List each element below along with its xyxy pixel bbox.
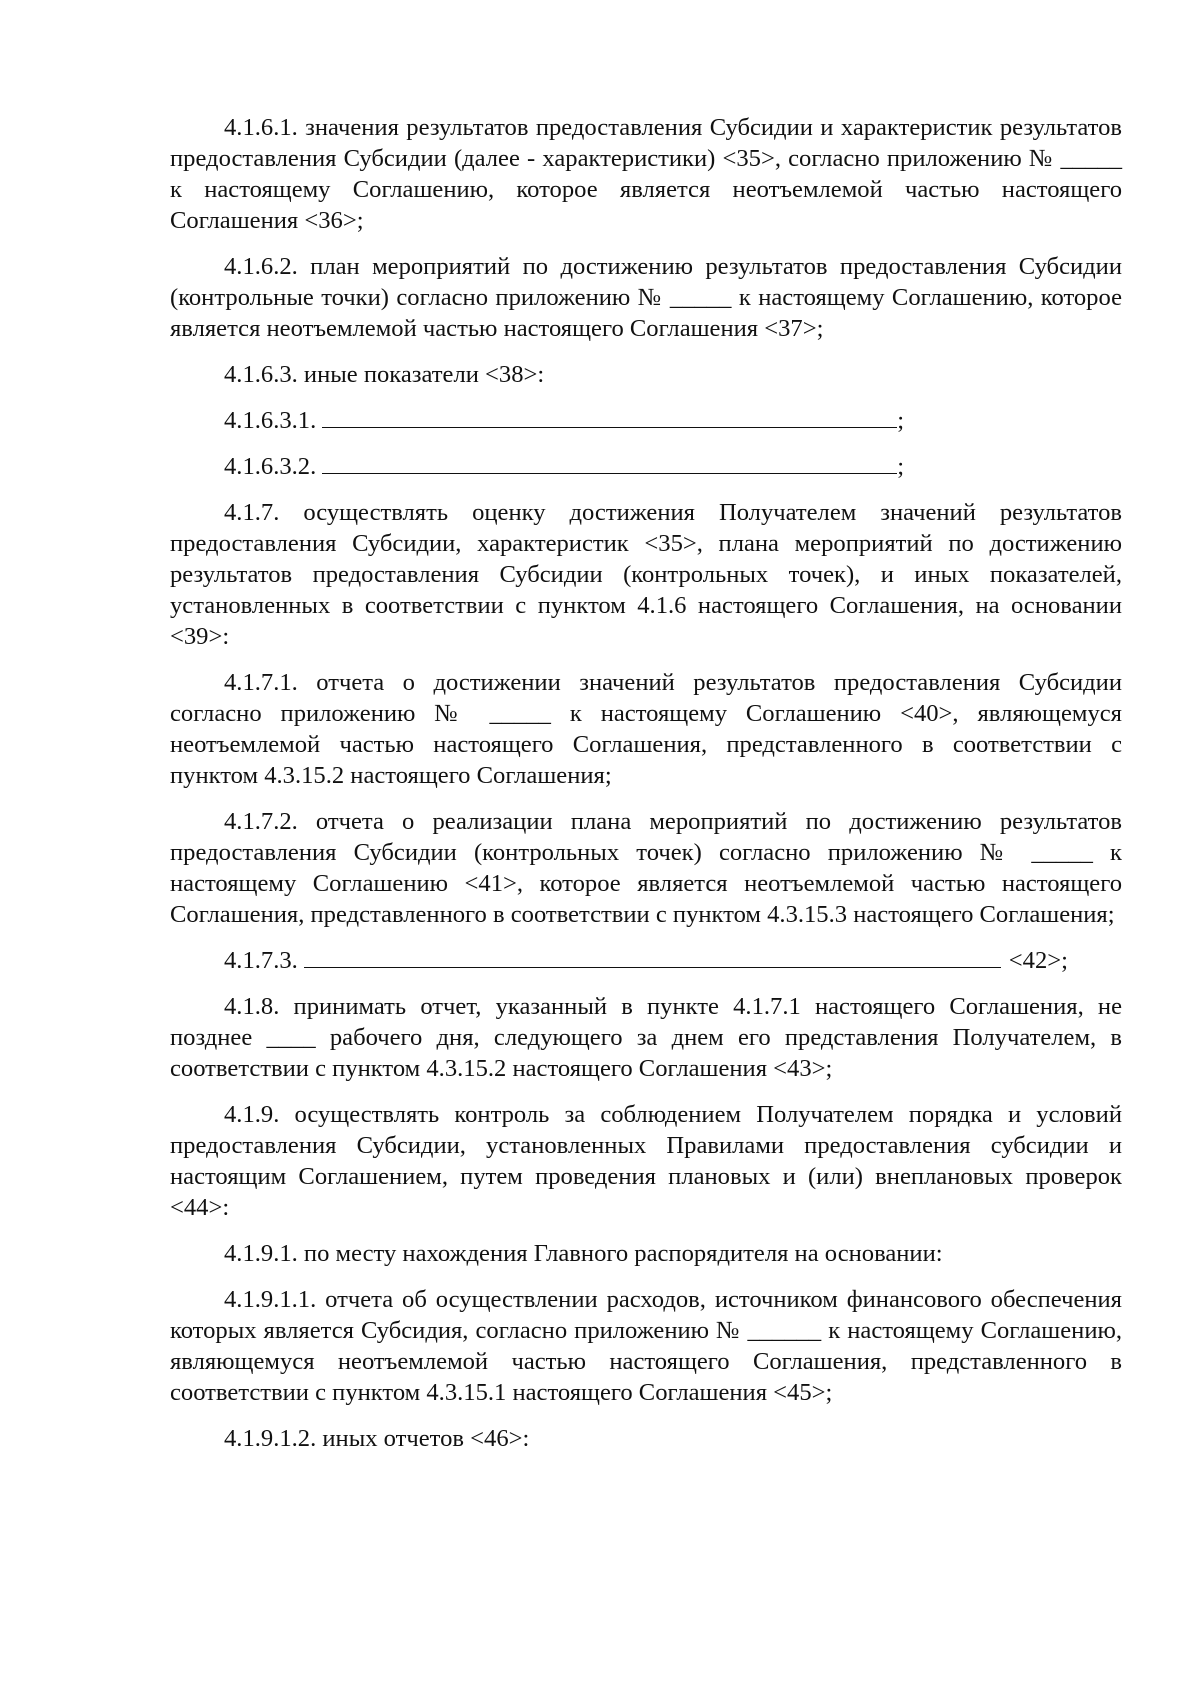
fill-suffix: ; [897,407,905,434]
paragraph-4-1-8: 4.1.8. принимать отчет, указанный в пункте 4.1.7.1 настоящего Соглашения, не позднее ____ рабочего дня, следующего за днем его представления Получателем, в соответствии с пунктом 4.3.15.2 настоящего Соглашения <43>; [170,993,1122,1082]
blank-line [322,453,897,474]
paragraph-4-1-9-1-2: 4.1.9.1.2. иных отчетов <46>: [224,1425,530,1452]
paragraph-4-1-7-1: 4.1.7.1. отчета о достижении значений результатов предоставления Субсидии согласно приложению № _____ к настоящему Соглашению <40>, являющемуся неотъемлемой частью настоящего Соглашения, представленного в соответствии с пунктом 4.3.15.2 настоящего Соглашения; [170,669,1122,789]
fill-suffix: ; [897,453,905,480]
blank-line [304,947,1001,968]
fill-line-4-1-6-3-2 [170,451,1122,482]
fill-line-4-1-7-3 [170,945,1122,976]
paragraph-4-1-6-1: 4.1.6.1. значения результатов предоставления Субсидии и характеристик результатов предоставления Субсидии (далее - характеристики) <35>, согласно приложению № _____ к настоящему Соглашению, которое является неотъемлемой частью настоящего Соглашения <36>; [170,114,1122,234]
paragraph-4-1-7: 4.1.7. осуществлять оценку достижения Получателем значений результатов предоставления Субсидии, характеристик <35>, плана мероприятий по достижению результатов предоставления Субсидии (контрольных точек), и иных показателей, установленных в соответствии с пунктом 4.1.6 настоящего Соглашения, на основании <39>: [170,499,1122,650]
document-page [170,112,1122,1454]
paragraph-4-1-9-1-1: 4.1.9.1.1. отчета об осуществлении расходов, источником финансового обеспечения которых является Субсидия, согласно приложению № ______ к настоящему Соглашению, являющемуся неотъемлемой частью настоящего Соглашения, представленного в соответствии с пунктом 4.3.15.1 настоящего Соглашения <45>; [170,1286,1122,1406]
paragraph-4-1-9: 4.1.9. осуществлять контроль за соблюдением Получателем порядка и условий предоставления Субсидии, установленных Правилами предоставления субсидии и настоящим Соглашением, путем проведения плановых и (или) внеплановых проверок <44>: [170,1101,1122,1221]
paragraph-4-1-9-1: 4.1.9.1. по месту нахождения Главного распорядителя на основании: [224,1240,943,1267]
fill-suffix: <42>; [1008,947,1068,974]
paragraph-4-1-6-3: 4.1.6.3. иные показатели <38>: [224,361,545,388]
fill-label: 4.1.7.3. [224,947,298,974]
paragraph-4-1-7-2: 4.1.7.2. отчета о реализации плана мероприятий по достижению результатов предоставления Субсидии (контрольных точек) согласно приложению № _____ к настоящему Соглашению <41>, которое является неотъемлемой частью настоящего Соглашения, представленного в соответствии с пунктом 4.3.15.3 настоящего Соглашения; [170,808,1122,928]
fill-line-4-1-6-3-1 [170,405,1122,436]
fill-label: 4.1.6.3.2. [224,453,317,480]
blank-line [322,407,897,428]
paragraph-4-1-6-2: 4.1.6.2. план мероприятий по достижению результатов предоставления Субсидии (контрольные точки) согласно приложению № _____ к настоящему Соглашению, которое является неотъемлемой частью настоящего Соглашения <37>; [170,253,1122,342]
fill-label: 4.1.6.3.1. [224,407,317,434]
